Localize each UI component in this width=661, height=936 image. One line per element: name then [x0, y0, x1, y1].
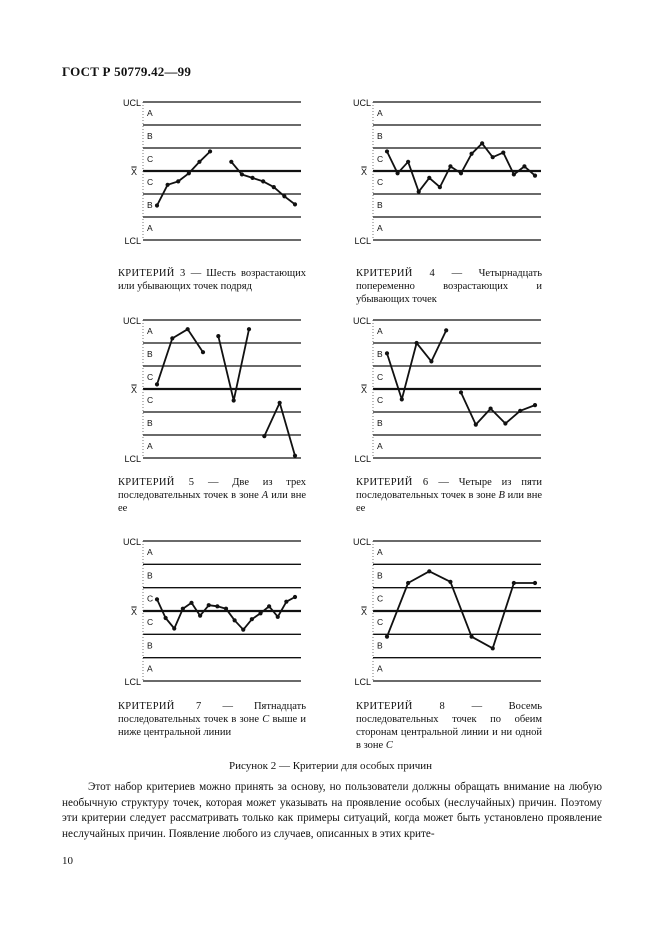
zone-label: B [147, 640, 153, 651]
data-point [224, 607, 228, 611]
chart-svg [115, 316, 305, 462]
zone-label: A [147, 108, 153, 118]
data-point [385, 351, 389, 355]
data-point [267, 604, 271, 608]
zone-label: C [147, 372, 154, 382]
lcl-label: LCL [124, 454, 141, 464]
series-line [157, 329, 203, 384]
data-point [444, 328, 448, 332]
data-point [503, 421, 507, 425]
caption-text: — Две из трех последовательных точек в зоне [118, 477, 306, 501]
caption-label: КРИТЕРИЙ 3 [118, 268, 186, 279]
chart-criterion-6 [345, 316, 545, 462]
data-point [533, 174, 537, 178]
zone-label: C [147, 177, 154, 187]
data-point [406, 160, 410, 164]
zone-label: A [377, 326, 383, 336]
zone-label: C [377, 177, 384, 187]
data-point [469, 635, 473, 639]
data-point [501, 151, 505, 155]
data-point [198, 614, 202, 618]
zone-label: C [147, 617, 154, 627]
data-point [533, 581, 537, 585]
zone-label: B [377, 131, 383, 141]
data-point [459, 171, 463, 175]
data-point [208, 149, 212, 153]
center-label: X̿ [360, 167, 367, 177]
caption-text: — Шесть возрастающих или убывающих точек подряд [118, 268, 306, 292]
zone-label: C [377, 395, 384, 405]
caption-criterion-3 [118, 267, 306, 293]
caption-label: КРИТЕРИЙ 5 [118, 477, 195, 488]
data-point [155, 597, 159, 601]
caption-criterion-6 [356, 476, 542, 515]
lcl-label: LCL [124, 236, 141, 246]
zone-label: C [147, 593, 154, 604]
zone-label: B [377, 349, 383, 359]
ucl-label: UCL [352, 98, 371, 108]
data-point [201, 350, 205, 354]
center-label: X̿ [130, 607, 137, 617]
data-point [197, 160, 201, 164]
chart-svg [115, 98, 305, 244]
data-point [474, 423, 478, 427]
lcl-label: LCL [354, 677, 371, 687]
data-point [385, 635, 389, 639]
caption-criterion-4 [356, 267, 542, 306]
data-point [385, 149, 389, 153]
chart-svg [115, 537, 305, 685]
document-header: ГОСТ Р 50779.42—99 [62, 64, 192, 79]
data-point [415, 341, 419, 345]
data-point [232, 398, 236, 402]
caption-tail: или вне ее [118, 490, 306, 514]
zone-label: C [147, 395, 154, 405]
data-point [172, 626, 176, 630]
zone-label: A [377, 223, 383, 233]
data-point [448, 580, 452, 584]
data-point [262, 434, 266, 438]
series-line [157, 597, 295, 630]
data-point [155, 203, 159, 207]
data-point [272, 185, 276, 189]
chart-criterion-8 [345, 537, 545, 685]
data-point [533, 403, 537, 407]
data-point [189, 601, 193, 605]
data-point [469, 152, 473, 156]
chart-svg [345, 316, 545, 462]
data-point [155, 382, 159, 386]
caption-text: — Восемь последовательных точек по обеим сторонам центральной линии и ни одной в зоне [356, 701, 542, 751]
center-label: X̿ [360, 385, 367, 395]
ucl-label: UCL [122, 98, 141, 108]
figure-caption: Рисунок 2 — Критерии для особых причин [228, 760, 433, 772]
chart-criterion-5 [115, 316, 305, 462]
data-point [215, 604, 219, 608]
data-point [170, 336, 174, 340]
series-line [387, 143, 535, 191]
data-point [518, 409, 522, 413]
data-point [282, 194, 286, 198]
data-point [512, 581, 516, 585]
data-point [250, 176, 254, 180]
data-point [293, 202, 297, 206]
data-point [491, 155, 495, 159]
data-point [293, 454, 297, 458]
caption-label: КРИТЕРИЙ 4 [356, 268, 436, 279]
caption-zone: C [385, 740, 393, 751]
ucl-label: UCL [122, 537, 141, 547]
zone-label: B [147, 349, 153, 359]
zone-label: A [147, 441, 153, 451]
zone-label: B [377, 570, 383, 581]
data-point [276, 615, 280, 619]
zone-label: B [147, 418, 153, 428]
zone-label: B [377, 418, 383, 428]
data-point [229, 160, 233, 164]
zone-label: A [147, 663, 153, 674]
zone-label: A [377, 663, 383, 674]
data-point [284, 600, 288, 604]
data-point [247, 327, 251, 331]
caption-criterion-8 [356, 700, 542, 752]
chart-svg [345, 98, 545, 244]
data-point [164, 616, 168, 620]
zone-label: C [377, 593, 384, 604]
zone-label: C [377, 372, 384, 382]
caption-text: — Четырнадцать попеременно возрастающих и убывающих точек [356, 268, 542, 305]
data-point [429, 359, 433, 363]
zone-label: A [147, 547, 153, 557]
data-point [400, 397, 404, 401]
data-point [427, 569, 431, 573]
zone-label: C [377, 617, 384, 627]
data-point [258, 611, 262, 615]
chart-criterion-7 [115, 537, 305, 685]
chart-svg [345, 537, 545, 685]
data-point [278, 401, 282, 405]
zone-label: A [377, 108, 383, 118]
lcl-label: LCL [354, 454, 371, 464]
caption-criterion-5 [118, 476, 306, 515]
data-point [395, 171, 399, 175]
data-point [176, 179, 180, 183]
caption-criterion-7 [118, 700, 306, 739]
caption-label: КРИТЕРИЙ 7 [118, 701, 202, 712]
caption-tail: выше и ниже центральной линии [118, 714, 306, 738]
zone-label: A [377, 441, 383, 451]
data-point [491, 646, 495, 650]
data-point [417, 190, 421, 194]
ucl-label: UCL [122, 316, 141, 326]
zone-label: C [147, 154, 154, 164]
series-line [157, 152, 210, 206]
data-point [261, 179, 265, 183]
center-label: X̿ [130, 167, 137, 177]
data-point [480, 141, 484, 145]
data-point [406, 581, 410, 585]
caption-text: — Четыре из пяти последовательных точек в зоне [356, 477, 542, 501]
data-point [241, 628, 245, 632]
data-point [166, 183, 170, 187]
center-label: X̿ [130, 385, 137, 395]
data-point [293, 595, 297, 599]
caption-label: КРИТЕРИЙ 8 [356, 701, 446, 712]
zone-label: B [377, 640, 383, 651]
zone-label: B [377, 200, 383, 210]
zone-label: B [147, 131, 153, 141]
data-point [207, 603, 211, 607]
ucl-label: UCL [352, 316, 371, 326]
series-line [461, 393, 535, 425]
data-point [522, 164, 526, 168]
center-label: X̿ [360, 607, 367, 617]
caption-zone: B [498, 490, 505, 501]
data-point [233, 618, 237, 622]
data-point [186, 327, 190, 331]
data-point [459, 390, 463, 394]
page-number: 10 [62, 855, 73, 867]
zone-label: A [147, 326, 153, 336]
body-paragraph: Этот набор критериев можно принять за основу, но пользователи должны обращать внимание на любую необычную структуру точек, которая может указывать на проявление особых (неслучайных) причин. Поэтому эти критерии следует рассматривать только как примеры ситуаций, когда может быть установлено проявление неслучайных причин. Появление любого из случаев, описанных в этих крите- [62, 781, 602, 840]
lcl-label: LCL [354, 236, 371, 246]
caption-tail: или вне ее [356, 490, 542, 514]
chart-criterion-4 [345, 98, 545, 244]
caption-text: — Пятнадцать последовательных точек в зоне [118, 701, 306, 725]
data-point [216, 334, 220, 338]
series-line [264, 403, 295, 456]
caption-zone: A [261, 490, 269, 501]
data-point [187, 171, 191, 175]
data-point [181, 607, 185, 611]
zone-label: B [147, 570, 153, 581]
data-point [250, 617, 254, 621]
data-point [427, 176, 431, 180]
data-point [438, 185, 442, 189]
data-point [489, 406, 493, 410]
data-point [448, 164, 452, 168]
ucl-label: UCL [352, 537, 371, 547]
zone-label: A [147, 223, 153, 233]
zone-label: A [377, 547, 383, 557]
caption-label: КРИТЕРИЙ 6 [356, 477, 429, 488]
data-point [512, 172, 516, 176]
caption-zone: C [262, 714, 270, 725]
data-point [240, 172, 244, 176]
lcl-label: LCL [124, 677, 141, 687]
zone-label: C [377, 154, 384, 164]
zone-label: B [147, 200, 153, 210]
chart-criterion-3 [115, 98, 305, 244]
